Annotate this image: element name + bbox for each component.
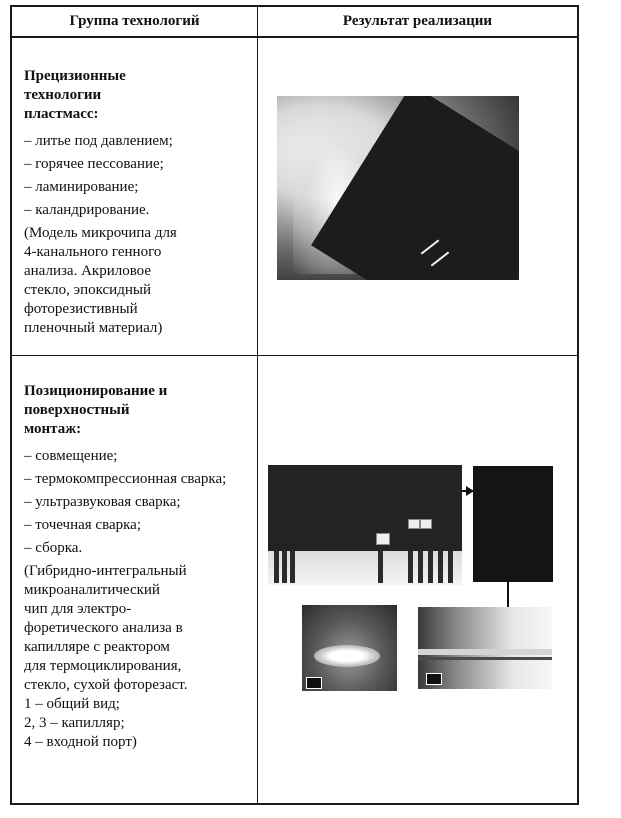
- list-item: – ультразвуковая сварка;: [24, 494, 181, 510]
- row-divider: [12, 355, 577, 356]
- note-line: микроаналитический: [24, 582, 160, 598]
- list-item: – ламинирование;: [24, 179, 139, 195]
- hybrid-chip-general-view-photo: [268, 465, 462, 551]
- note-line: стекло, эпоксидный: [24, 282, 151, 298]
- row-1-title-line: пластмасс:: [24, 106, 99, 122]
- figure-label-badge: [306, 677, 322, 689]
- note-line: (Гибридно-интегральный: [24, 563, 187, 579]
- chip-pad: [408, 519, 420, 529]
- arrow-head: [466, 486, 474, 496]
- capillary-line: [418, 657, 552, 660]
- note-line: стекло, сухой фоторезаст.: [24, 677, 188, 693]
- note-line: (Модель микрочипа для: [24, 225, 177, 241]
- lead-pin: [290, 551, 295, 583]
- list-item: – литье под давлением;: [24, 133, 173, 149]
- row-1-method-list: [24, 132, 252, 220]
- lead-pin: [428, 551, 433, 583]
- list-item: – горячее пессование;: [24, 156, 164, 172]
- row-2-title: [24, 382, 252, 439]
- port-ring: [314, 645, 380, 667]
- note-line: чип для электро-: [24, 601, 132, 617]
- row-1-description: [24, 67, 252, 338]
- note-line: для термоциклирования,: [24, 658, 182, 674]
- note-line: фоторезистивный: [24, 301, 138, 317]
- chip-pad: [420, 519, 432, 529]
- lead-pin: [282, 551, 287, 583]
- chip-leads: [268, 551, 462, 585]
- note-line: форетического анализа в: [24, 620, 183, 636]
- header-technology-group: Группа технологий: [69, 13, 200, 29]
- list-item: – точечная сварка;: [24, 517, 142, 533]
- lead-pin: [438, 551, 443, 583]
- capillary-photo: [418, 607, 552, 689]
- column-divider: [257, 7, 258, 803]
- input-port-photo: [302, 605, 397, 691]
- capillary-band: [418, 649, 552, 655]
- row-2-title-line: поверхностный: [24, 402, 130, 418]
- header-implementation-result: Результат реализации: [342, 13, 493, 29]
- chip-pad: [376, 533, 390, 545]
- header-divider: [12, 36, 577, 38]
- list-item: – сборка.: [24, 540, 83, 556]
- figure-label-badge: [426, 673, 442, 685]
- note-line: 1 – общий вид;: [24, 696, 120, 712]
- microchip-model-photo: [277, 96, 519, 280]
- row-2-title-line: Позиционирование и: [24, 383, 168, 399]
- note-line: капилляре с реактором: [24, 639, 170, 655]
- row-2-title-line: монтаж:: [24, 421, 82, 437]
- lead-pin: [274, 551, 279, 583]
- row-1-note: [24, 224, 252, 338]
- row-1-title-line: технологии: [24, 87, 102, 103]
- lead-pin: [378, 551, 383, 583]
- row-1-title-line: Прецизионные: [24, 68, 126, 84]
- row-2-description: [24, 382, 252, 752]
- lead-pin: [408, 551, 413, 583]
- lead-pin: [418, 551, 423, 583]
- row-1-title: [24, 67, 252, 124]
- lead-pin: [448, 551, 453, 583]
- capillary-detail-photo: [473, 466, 553, 582]
- note-line: 4-канального генного: [24, 244, 162, 260]
- list-item: – каландрирование.: [24, 202, 150, 218]
- list-item: – совмещение;: [24, 448, 118, 464]
- row-2-note: [24, 562, 252, 752]
- note-line: 2, 3 – капилляр;: [24, 715, 125, 731]
- list-item: – термокомпрессионная сварка;: [24, 471, 227, 487]
- note-line: пленочный материал): [24, 320, 163, 336]
- note-line: 4 – входной порт): [24, 734, 137, 750]
- row-2-method-list: [24, 447, 252, 558]
- note-line: анализа. Акриловое: [24, 263, 152, 279]
